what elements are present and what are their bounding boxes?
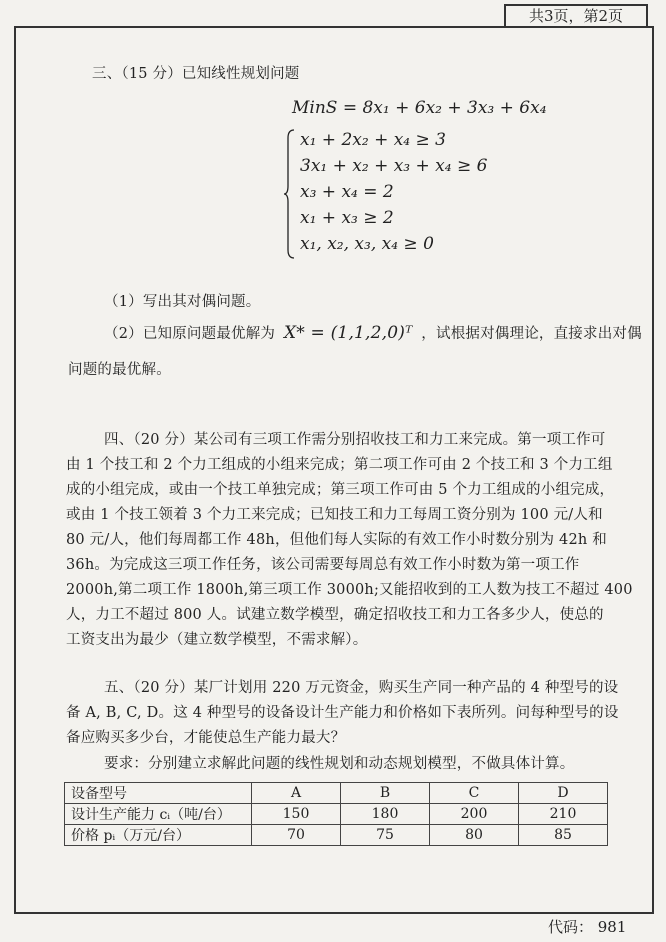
q4-line-2: 由 1 个技工和 2 个力工组成的小组来完成；第二项工作可由 2 个技工和 3 个力工组 — [66, 457, 613, 473]
table-row — [65, 825, 608, 846]
q3-part2-prefix: （2）已知原问题最优解为 — [104, 326, 276, 342]
table-cell: 85 — [519, 825, 608, 846]
q3-constraint-5: x₁, x₂, x₃, x₄ ≥ 0 — [300, 234, 434, 254]
q3-part2-line — [104, 322, 642, 343]
page-count-header: 共3页，第2页 — [504, 4, 648, 28]
table-header-row — [65, 783, 608, 804]
q5-requirement: 要求：分别建立求解此问题的线性规划和动态规划模型，不做具体计算。 — [104, 756, 575, 772]
table-cell: 200 — [430, 804, 519, 825]
q3-constraint-2: 3x₁ + x₂ + x₃ + x₄ ≥ 6 — [300, 156, 488, 176]
table-header-cell: C — [430, 783, 519, 804]
q4-line-6: 36h。为完成这三项工作任务，该公司需要每周总有效工作小时数为第一项工作 — [66, 557, 580, 573]
table-header-cell: D — [519, 783, 608, 804]
table-header-cell: B — [341, 783, 430, 804]
constraint-brace — [284, 128, 296, 260]
q4-line-7: 2000h,第二项工作 1800h,第三项工作 3000h;又能招收到的工人数为技工不超过 400 — [66, 582, 633, 598]
table-header-cell: 设备型号 — [65, 783, 252, 804]
q4-line-3: 成的小组完成，或由一个技工单独完成；第三项工作可由 5 个力工组成的小组完成， — [66, 482, 615, 498]
q4-line-1: 四、（20 分）某公司有三项工作需分别招收技工和力工来完成。第一项工作可 — [104, 432, 606, 448]
table-cell: 210 — [519, 804, 608, 825]
table-row — [65, 804, 608, 825]
table-cell: 70 — [252, 825, 341, 846]
table-cell: 75 — [341, 825, 430, 846]
q5-line-1: 五、（20 分）某厂计划用 220 万元资金，购买生产同一种产品的 4 种型号的设 — [104, 680, 619, 696]
table-cell: 价格 pᵢ（万元/台） — [65, 825, 252, 846]
q3-constraint-4: x₁ + x₃ ≥ 2 — [300, 208, 394, 228]
equipment-table — [64, 782, 608, 846]
q3-part2-line2: 问题的最优解。 — [68, 362, 171, 378]
q4-line-8: 人，力工不超过 800 人。试建立数学模型，确定招收技工和力工各多少人，使总的 — [66, 607, 604, 623]
table-cell: 180 — [341, 804, 430, 825]
q3-part2-suffix: ，试根据对偶理论，直接求出对偶 — [421, 326, 642, 342]
q4-line-9: 工资支出为最少（建立数学模型，不需求解）。 — [66, 632, 368, 648]
q3-constraint-1: x₁ + 2x₂ + x₄ ≥ 3 — [300, 130, 446, 150]
q4-line-5: 80 元/人，他们每周都工作 48h，但他们每人实际的有效工作小时数分别为 42h 和 — [66, 532, 607, 548]
q3-heading: 三、（15 分）已知线性规划问题 — [92, 66, 300, 82]
q3-constraint-3: x₃ + x₄ = 2 — [300, 182, 394, 202]
q5-line-3: 备应购买多少台，才能使总生产能力最大？ — [66, 730, 346, 746]
table-cell: 80 — [430, 825, 519, 846]
table-cell: 150 — [252, 804, 341, 825]
table-cell: 设计生产能力 cᵢ（吨/台） — [65, 804, 252, 825]
table-header-cell: A — [252, 783, 341, 804]
q3-part1: （1）写出其对偶问题。 — [104, 294, 261, 310]
q3-part2-solution: X* = (1,1,2,0)ᵀ — [283, 323, 413, 343]
exam-code: 代码： 981 — [548, 918, 627, 936]
q4-line-4: 或由 1 个技工领着 3 个力工来完成；已知技工和力工每周工资分别为 100 元/人和 — [66, 507, 603, 523]
q3-objective: MinS = 8x₁ + 6x₂ + 3x₃ + 6x₄ — [292, 98, 547, 118]
q5-line-2: 备 A, B, C, D。这 4 种型号的设备设计生产能力和价格如下表所列。问每种型号的设 — [66, 705, 619, 721]
